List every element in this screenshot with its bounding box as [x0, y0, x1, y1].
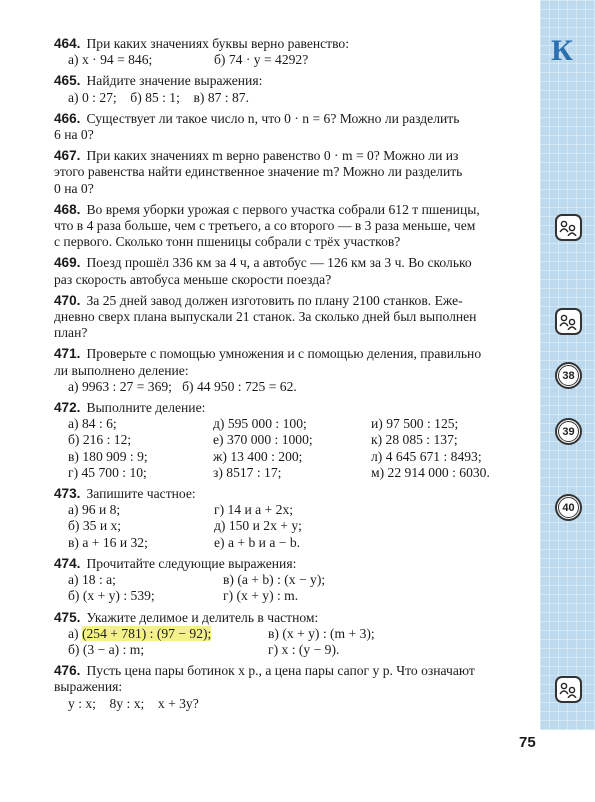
problem-number: 476. [54, 663, 81, 679]
problem-number: 474. [54, 555, 81, 571]
problem-number: 472. [54, 400, 81, 416]
badge-label: 39 [558, 421, 579, 442]
problem-text: Проверьте с помощью умножения и с помощью деления, правильно [86, 346, 482, 362]
problem-text: Поезд прошёл 336 км за 4 ч, а автобус — 126 км за 3 ч. Во сколько [86, 255, 472, 271]
problem-465 [54, 73, 536, 105]
problem-text: Запишите частное: [86, 486, 196, 502]
grid-item: д) 595 000 : 100; [213, 416, 307, 432]
problem-text: ли выполнено деление: [54, 362, 189, 378]
problem-470 [54, 293, 536, 342]
item-a: а) x · 94 = 846; [68, 52, 153, 68]
lesson-badge-40 [555, 494, 582, 521]
lesson-badge-39 [555, 418, 582, 445]
badge-label: 40 [558, 497, 579, 518]
problem-text: что в 4 раза больше, чем с третьего, а со второго — в 3 раза меньше, чем [54, 218, 476, 234]
problem-text: Найдите значение выражения: [86, 73, 263, 89]
textbook-page [54, 36, 536, 717]
grid-item: г) x : (y − 9). [268, 641, 340, 657]
problem-text: этого равенства найти единственное значение m? Можно ли разделить [54, 164, 463, 180]
problem-text: 6 на 0? [54, 127, 94, 143]
problem-text: план? [54, 325, 88, 341]
items-grid [54, 416, 536, 481]
problem-text: дневно сверх плана выпускали 21 станок. За сколько дней был выполнен [54, 309, 477, 325]
problem-466 [54, 111, 536, 143]
grid-item: г) (x + y) : m. [223, 588, 299, 604]
problem-text: с первого. Сколько тонн пшеницы собрали с трёх участков? [54, 234, 401, 250]
problem-text: Укажите делимое и делитель в частном: [86, 609, 319, 625]
problem-text: При каких значениях буквы верно равенство: [86, 36, 350, 51]
grid-item: а) 18 : a; [68, 572, 116, 588]
problem-text: За 25 дней завод должен изготовить по плану 2100 станков. Еже- [86, 292, 463, 308]
problem-474 [54, 556, 536, 605]
grid-item: м) 22 914 000 : 6030. [371, 464, 490, 480]
problem-text: При каких значениях m верно равенство 0 · m = 0? Можно ли из [86, 148, 459, 164]
grid-item: л) 4 645 671 : 8493; [371, 448, 482, 464]
highlighted-expression: (254 + 781) : (97 − 92); [81, 625, 212, 641]
problem-471 [54, 346, 536, 395]
problem-number: 469. [54, 255, 81, 271]
grid-item: г) 45 700 : 10; [68, 464, 147, 480]
problem-number: 467. [54, 148, 81, 164]
problem-number: 471. [54, 346, 81, 362]
grid-item: б) (3 − a) : m; [68, 641, 145, 657]
grid-item: в) a + 16 и 32; [68, 534, 148, 550]
grid-item: е) 370 000 : 1000; [213, 432, 313, 448]
grid-item: г) 14 и a + 2x; [214, 502, 294, 518]
problem-476 [54, 663, 536, 712]
problem-text: Выполните деление: [86, 400, 206, 416]
problem-items: а) 9963 : 27 = 369; б) 44 950 : 725 = 62. [68, 378, 297, 394]
grid-item: в) (x + y) : (m + 3); [268, 625, 375, 641]
grid-item: б) 216 : 12; [68, 432, 132, 448]
problem-468 [54, 202, 536, 251]
problem-text: Пусть цена пары ботинок x р., а цена пары сапог y р. Что означают [86, 663, 475, 679]
item-b: б) 74 · y = 4292? [214, 52, 309, 68]
items-grid [54, 502, 536, 551]
grid-item: к) 28 085 : 137; [371, 432, 458, 448]
grid-item: д) 150 и 2x + y; [214, 518, 302, 534]
problem-text: 0 на 0? [54, 180, 94, 196]
problem-number: 468. [54, 201, 81, 217]
section-letter: К [551, 34, 573, 67]
grid-item: и) 97 500 : 125; [371, 416, 459, 432]
grid-item: а) 96 и 8; [68, 502, 121, 518]
problem-text: Во время уборки урожая с первого участка собрали 612 т пшеницы, [86, 201, 480, 217]
grid-item: з) 8517 : 17; [213, 464, 282, 480]
items-grid [54, 572, 536, 604]
problem-number: 465. [54, 73, 81, 89]
problem-464 [54, 36, 536, 68]
grid-item: б) 35 и x; [68, 518, 122, 534]
grid-item: в) 180 909 : 9; [68, 448, 148, 464]
problem-number: 470. [54, 292, 81, 308]
problem-467 [54, 148, 536, 197]
items-grid [54, 626, 536, 658]
grid-item: б) (x + y) : 539; [68, 588, 155, 604]
problem-469 [54, 255, 536, 287]
grid-item: а) 84 : 6; [68, 416, 117, 432]
grid-item: в) (a + b) : (x − y); [223, 572, 326, 588]
problem-number: 466. [54, 110, 81, 126]
problem-text: Существует ли такое число n, что 0 · n = 6? Можно ли разделить [86, 110, 460, 126]
grid-item: ж) 13 400 : 200; [213, 448, 303, 464]
lesson-badge-38 [555, 362, 582, 389]
problem-473 [54, 486, 536, 551]
problem-text: раз скорость автобуса меньше скорости поезда? [54, 271, 332, 287]
badge-label: 38 [558, 365, 579, 386]
grid-item: е) a + b и a − b. [214, 534, 301, 550]
problem-items: а) 0 : 27; б) 85 : 1; в) 87 : 87. [68, 89, 249, 105]
pair-work-icon [555, 308, 582, 335]
problem-472 [54, 400, 536, 481]
problem-number: 464. [54, 36, 81, 51]
pair-work-icon [555, 676, 582, 703]
problem-text: Прочитайте следующие выражения: [86, 555, 297, 571]
problem-items: y : x; 8y : x; x + 3y? [68, 695, 199, 711]
pair-work-icon [555, 214, 582, 241]
item-a-prefix: а) [68, 625, 82, 641]
problem-text: выражения: [54, 679, 123, 695]
problem-number: 473. [54, 486, 81, 502]
page-number: 75 [519, 734, 536, 751]
problem-number: 475. [54, 609, 81, 625]
problem-475 [54, 610, 536, 659]
